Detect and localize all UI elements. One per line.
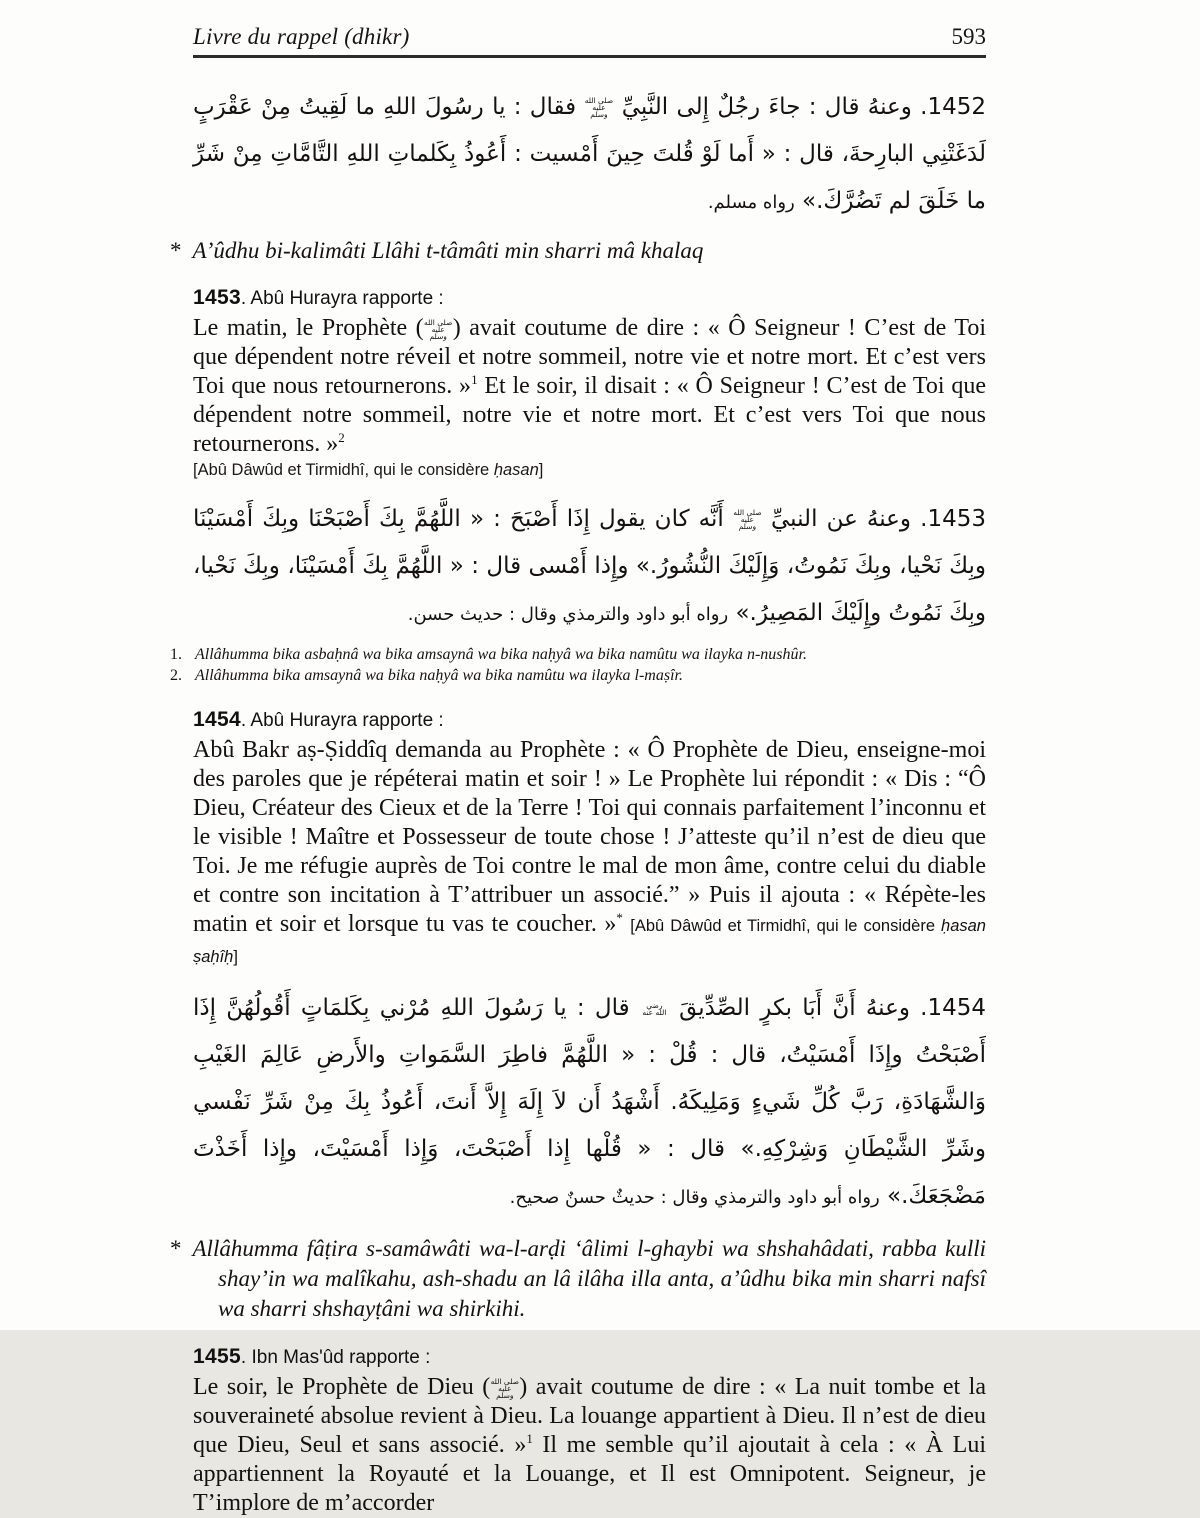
- text-segment: Le soir, le Prophète de Dieu (: [193, 1374, 491, 1400]
- cite-segment: رواه أبو داود والترمذي وقال : حديث حسن.: [407, 604, 729, 625]
- text-segment: Et le soir, il disait : « Ô Seigneur ! C’est de Toi que dépendent notre sommeil, notre vie et notre mort. Et c’est vers Toi que nous retournerons. »: [193, 373, 986, 457]
- sup-segment: 1: [526, 1431, 533, 1446]
- hadith-number: 1454: [193, 708, 241, 731]
- saw-segment: صلى الله عليه وسلم: [424, 317, 453, 341]
- text-segment: Abû Bakr aṣ-Ṣiddîq demanda au Prophète : « Ô Prophète de Dieu, enseigne-moi des paroles que je répéterai matin et soir ! » Le Prophète lui répondit : « Dis : “Ô Dieu, Créateur des Cieux et de la Terre ! Toi qui connais parfaitement l’inconnu et le visible ! Maître et Possesseur de toute chose ! J’atteste qu’il n’est de dieu que Toi. Je me réfugie auprès de Toi contre le mal de mon âme, contre celui du diable et contre son incitation à T’attribuer un associé.” » Puis il ajouta : « Répète-les matin et soir et lorsque tu vas te coucher. »: [193, 737, 986, 937]
- hadith-number: 1455: [193, 1345, 241, 1368]
- footnote-marker: *: [170, 238, 182, 263]
- header-rule: [193, 55, 986, 58]
- footnote-marker: *: [170, 1236, 182, 1261]
- saw-segment: صلى الله عليه وسلم: [490, 1376, 519, 1400]
- hadith-1453-source-note: [193, 461, 986, 480]
- it-segment: ḥasan: [493, 461, 539, 479]
- transliteration-item: [170, 646, 986, 664]
- hadith-1455-section: [193, 1345, 986, 1518]
- transliteration-text: Allâhumma fâṭira s-samâwâti wa-l-arḍi ‘âlimi l-ghaybi wa shshahâdati, rabba kulli shay’in wa malîkahu, ash-shadu an lâ ilâha illa anta, a’ûdhu bika min sharri nafsî wa sharri shshayṭâni wa shirkihi.: [192, 1236, 986, 1321]
- hadith-1454-section: [170, 708, 986, 1324]
- saw-segment: صلى الله عليه وسلم: [584, 96, 614, 119]
- text-segment: 1453. وعنهُ عن النبيِّ: [761, 506, 986, 532]
- text-segment: قال : يا رَسُولَ اللهِ مُرْني بِكَلمَاتٍ أَقُولُهُنَّ إِذَا أَصْبَحْتُ وإِذَا أَمْسَيْتُ، قال : قُلْ : « اللَّهُمَّ فاطِرَ السَّمَواتِ والأَرضِ عَالِمَ الغَيْبِ وَالشَّهَادَةِ، رَبَّ كُلِّ شَيءٍ وَمَلِيكَهُ. أَشْهَدُ أَن لاَ إِلَهَ إِلاَّ أَنتَ، أَعُوذُ بِكَ مِنْ شَرِّ نَفْسي وشَرِّ الشَّيْطَانِ وَشِرْكِهِ.» قال : « قُلْها إِذا أَصْبَحْتَ، وَإِذا أَمْسَيْتَ، وإِذا أَخَذْتَ مَضْجَعَكَ.»: [193, 995, 986, 1209]
- transliteration-text: Allâhumma bika amsaynâ wa bika naḥyâ wa bika namûtu wa ilayka l-maṣîr.: [195, 667, 683, 684]
- running-title: Livre du rappel (dhikr): [193, 24, 410, 49]
- list-number: 1.: [170, 646, 182, 663]
- list-number: 2.: [170, 667, 182, 684]
- hadith-1454-heading: [193, 708, 986, 732]
- cite-segment: رواه أبو داود والترمذي وقال : حديثٌ حسنٌ صحيح.: [509, 1187, 880, 1208]
- nt-segment: ḥasan ṣaḥîḥ: [193, 917, 986, 966]
- hadith-1453-section: [170, 286, 987, 685]
- hadith-1453-transliterations: [170, 646, 986, 685]
- text-segment: أَنَّه كان يقول إِذَا أَصْبَحَ : « اللَّهُمَّ بِكَ أَصْبَحْنَا وبِكَ أَمْسَيْنَا وبِكَ نَحْيا، وبِكَ نَمُوتُ، وَإِلَيْكَ النُّشُورُ.» وإِذا أَمْسى قال : « اللَّهُمَّ بِكَ أَمْسَيْنَا، وبِكَ نَحْيا، وبِكَ نَمُوتُ وإِلَيْكَ المَصِيرُ.»: [193, 506, 986, 626]
- cite-segment: رواه مسلم.: [707, 192, 795, 213]
- hadith-1453-french-text: [193, 314, 986, 459]
- text-segment: 1452. وعنهُ قال : جاءَ رجُلٌ إِلى النَّبِيِّ: [613, 94, 986, 120]
- text-segment: فقال : يا رسُولَ اللهِ ما لَقِيتُ مِنْ عَقْرَبٍ لَدَغَتْنِي البارِحةَ، قال : « أَما لَوْ قُلتَ حِينَ أَمْسيت : أَعُوذُ بِكَلماتِ اللهِ التَّامَّاتِ مِنْ شَرِّ ما خَلَقَ لم تَضُرَّكَ.»: [193, 94, 986, 214]
- transliteration-text: A’ûdhu bi-kalimâti Llâhi t-tâmâti min sharri mâ khalaq: [192, 238, 704, 263]
- narrator-label: . Abû Hurayra rapporte :: [240, 710, 444, 731]
- page-number: 593: [951, 24, 986, 49]
- hadith-1453-arabic-text: [193, 496, 986, 638]
- page-header: [193, 24, 986, 50]
- nt-segment: [Abû Dâwûd et Tirmidhî, qui le considère: [630, 917, 942, 935]
- hadith-1453-heading: [193, 286, 986, 310]
- hadith-1454-french-text: [193, 736, 986, 972]
- sup-segment: 2: [338, 430, 345, 445]
- hadith-1454-transliteration: [170, 1234, 986, 1324]
- text-segment: Il me semble qu’il ajoutait à cela : « À Lui appartiennent la Royauté et la Louange, et Il est Omnipotent. Seigneur, je T’implore de m’accorder: [193, 1432, 986, 1516]
- saw-segment: صلى الله عليه وسلم: [733, 508, 762, 531]
- hadith-1455-french-text: [193, 1373, 986, 1518]
- nt-segment: ]: [233, 948, 238, 966]
- narrator-label: . Ibn Mas'ûd rapporte :: [240, 1347, 431, 1368]
- hadith-1455-heading: [193, 1345, 986, 1369]
- hadith-1454-arabic-text: [193, 985, 986, 1221]
- text-segment: 1454. وعنهُ أَنَّ أَبَا بكرٍ الصِّدِّيقَ: [668, 995, 986, 1021]
- transliteration-text: Allâhumma bika asbaḥnâ wa bika amsaynâ wa bika naḥyâ wa bika namûtu wa ilayka n-nushûr.: [195, 646, 807, 663]
- ra-segment: رضي الله عنه: [642, 1000, 667, 1017]
- hadith-1452-arabic-text: [193, 84, 986, 226]
- transliteration-item: [170, 667, 986, 685]
- narrator-label: . Abû Hurayra rapporte :: [240, 288, 444, 309]
- text-segment: ) avait coutume de dire : « La nuit tombe et la souveraineté absolue revient à Dieu. La louange appartient à Dieu. Il n’est de dieu que Dieu, Seul et sans associé. »: [193, 1374, 987, 1458]
- sup-segment: *: [616, 910, 623, 925]
- text-segment: ]: [538, 461, 544, 479]
- text-segment: Le matin, le Prophète (: [193, 315, 424, 341]
- sup-segment: 1: [471, 372, 478, 387]
- hadith-number: 1453: [193, 286, 241, 309]
- text-segment: ) avait coutume de dire : « Ô Seigneur ! C’est de Toi que dépendent notre réveil et notre sommeil, notre vie et notre mort. Et c’est vers Toi que nous retournerons. »: [193, 315, 987, 399]
- text-segment: [Abû Dâwûd et Tirmidhî, qui le considère: [193, 461, 494, 479]
- hadith-1452-transliteration: [170, 236, 986, 266]
